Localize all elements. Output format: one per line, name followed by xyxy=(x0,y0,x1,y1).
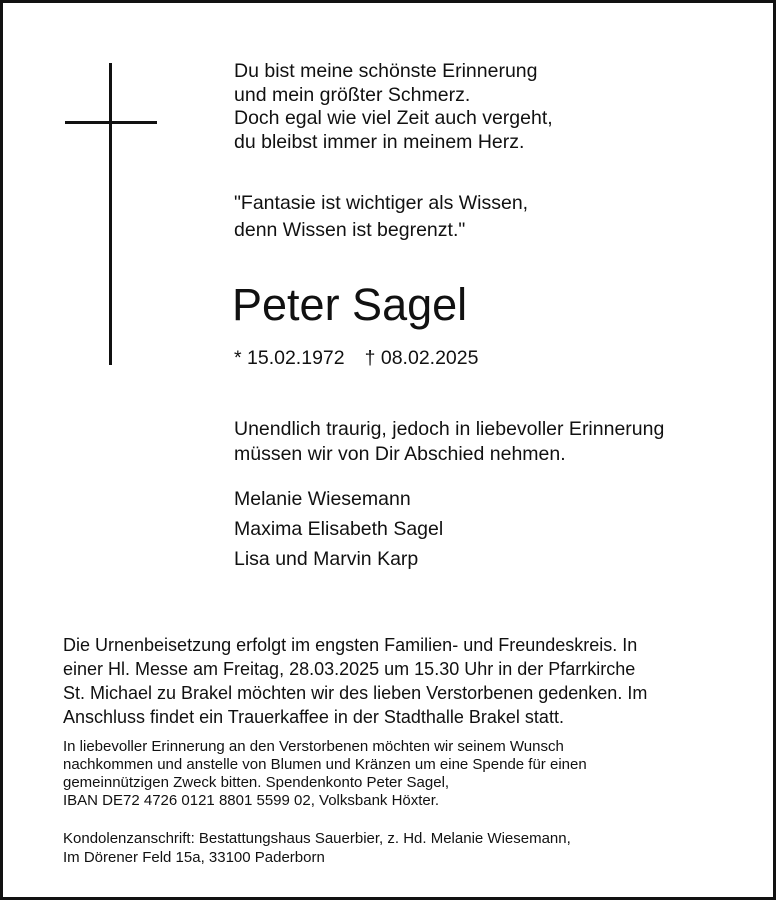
mourner-name: Melanie Wiesemann xyxy=(234,488,411,510)
death-date: † 08.02.2025 xyxy=(364,347,479,369)
condolence-line: Im Dörener Feld 15a, 33100 Paderborn xyxy=(63,849,325,866)
poem-line: du bleibst immer in meinem Herz. xyxy=(234,130,525,153)
cross-vertical-bar xyxy=(109,63,112,365)
donation-line: In liebevoller Erinnerung an den Verstorbenen möchten wir seinem Wunsch xyxy=(63,738,564,755)
poem-line: und mein größter Schmerz. xyxy=(234,83,471,106)
mourners-list xyxy=(234,484,443,574)
quote-line: denn Wissen ist begrenzt." xyxy=(234,219,466,241)
condolence-line: Kondolenzanschrift: Bestattungshaus Sauerbier, z. Hd. Melanie Wiesemann, xyxy=(63,830,571,847)
service-line: Die Urnenbeisetzung erfolgt im engsten Familien- und Freundeskreis. In xyxy=(63,635,638,655)
condolence-address xyxy=(63,829,571,867)
farewell-text xyxy=(234,417,664,467)
quote xyxy=(234,190,528,244)
donation-request xyxy=(63,738,587,810)
quote-line: "Fantasie ist wichtiger als Wissen, xyxy=(234,192,529,214)
cross-horizontal-bar xyxy=(65,121,157,124)
life-dates xyxy=(234,346,478,370)
farewell-line: Unendlich traurig, jedoch in liebevoller Erinnerung xyxy=(234,418,665,440)
donation-line: nachkommen und anstelle von Blumen und Kränzen um eine Spende für einen xyxy=(63,756,587,773)
poem-verse xyxy=(234,60,553,154)
mourner-name: Lisa und Marvin Karp xyxy=(234,548,419,570)
poem-line: Du bist meine schönste Erinnerung xyxy=(234,60,538,82)
service-line: St. Michael zu Brakel möchten wir des lieben Verstorbenen gedenken. Im xyxy=(63,683,648,703)
service-announcement xyxy=(63,633,647,729)
farewell-line: müssen wir von Dir Abschied nehmen. xyxy=(234,443,566,465)
service-line: einer Hl. Messe am Freitag, 28.03.2025 um 15.30 Uhr in der Pfarrkirche xyxy=(63,659,636,679)
donation-line: gemeinnützigen Zweck bitten. Spendenkonto Peter Sagel, xyxy=(63,774,450,791)
deceased-name: Peter Sagel xyxy=(232,279,468,330)
birth-date: * 15.02.1972 xyxy=(234,347,345,369)
service-line: Anschluss findet ein Trauerkaffee in der Stadthalle Brakel statt. xyxy=(63,707,564,727)
mourner-name: Maxima Elisabeth Sagel xyxy=(234,518,444,540)
poem-line: Doch egal wie viel Zeit auch vergeht, xyxy=(234,107,553,129)
donation-line: IBAN DE72 4726 0121 8801 5599 02, Volksbank Höxter. xyxy=(63,792,440,809)
